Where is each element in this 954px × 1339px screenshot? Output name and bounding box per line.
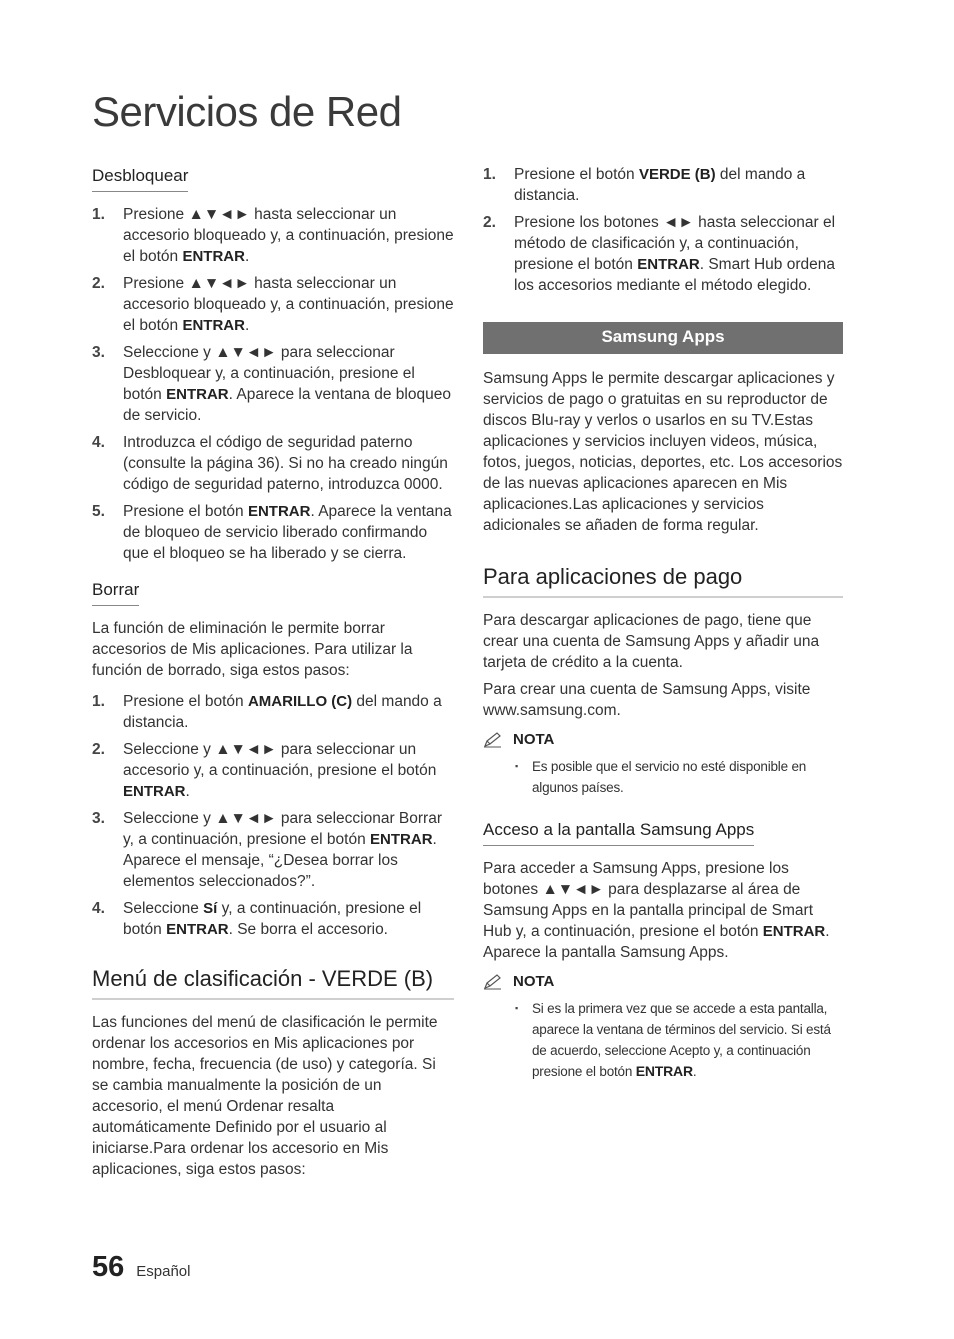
- arrows-icon: ▲▼◄►: [215, 741, 277, 758]
- list-item: 4. Introduzca el código de seguridad paterno (consulte la página 36). Si no ha creado ningún código de seguridad paterno, introduzca 0000.: [92, 434, 448, 493]
- arrows-icon: ▲▼◄►: [215, 810, 277, 827]
- arrows-icon: ▲▼◄►: [188, 206, 250, 223]
- menu-steps: [483, 164, 843, 296]
- samsung-apps-heading: Samsung Apps: [483, 322, 843, 354]
- pago-heading: Para aplicaciones de pago: [483, 564, 843, 598]
- arrows-icon: ▲▼◄►: [188, 275, 250, 292]
- nota-label: NOTA: [483, 731, 843, 748]
- page-title: Servicios de Red: [92, 88, 402, 135]
- pencil-icon: [483, 732, 503, 748]
- pencil-icon: [483, 974, 503, 990]
- list-item: 2. Presione los botones ◄► hasta seleccionar el método de clasificación y, a continuación, presione el botón ENTRAR. Smart Hub ordena los accesorios mediante el método elegido.: [483, 214, 836, 294]
- list-item: 1. Presione el botón VERDE (B) del mando a distancia.: [483, 166, 806, 204]
- right-column: [483, 164, 843, 1094]
- arrows-icon: ◄►: [663, 214, 694, 231]
- list-item: 3. Seleccione y ▲▼◄► para seleccionar Desbloquear y, a continuación, presione el botón ENTRAR. Aparece la ventana de bloqueo de servicio.: [92, 344, 451, 424]
- list-item: ▪ Es posible que el servicio no esté disponible en algunos países.: [515, 756, 843, 798]
- arrows-icon: ▲▼◄►: [542, 881, 604, 898]
- list-item: 3. Seleccione y ▲▼◄► para seleccionar Borrar y, a continuación, presione el botón ENTRAR. Aparece el mensaje, “¿Desea borrar los elementos seleccionados?”.: [92, 810, 442, 890]
- acceso-body: Para acceder a Samsung Apps, presione los botones ▲▼◄► para desplazarse al área de Samsung Apps en la pantalla principal de Smart Hub y, a continuación, presione el botón ENTRAR. Aparece la pantalla Samsung Apps.: [483, 860, 830, 961]
- borrar-steps: [92, 691, 454, 940]
- left-column: [92, 160, 454, 1186]
- desbloquear-steps: [92, 204, 454, 564]
- samsung-apps-body: Samsung Apps le permite descargar aplicaciones y servicios de pago o gratuitas en su reproductor de discos Blu-ray y verlos o usarlos en su TV.Estas aplicaciones y servicios incluyen videos, música, fotos, juegos, noticias, deportes, etc. Los accesorios de las nuevas aplicaciones aparecen en Mis aplicaciones.Las aplicaciones y servicios adicionales se añaden de forma regular.: [483, 370, 843, 534]
- list-item: 2. Seleccione y ▲▼◄► para seleccionar un accesorio y, a continuación, presione el botón ENTRAR.: [92, 741, 437, 800]
- pago-p2: Para crear una cuenta de Samsung Apps, visite www.samsung.com.: [483, 681, 811, 719]
- list-item: 4. Seleccione Sí y, a continuación, presione el botón ENTRAR. Se borra el accesorio.: [92, 900, 422, 938]
- menu-heading: Menú de clasificación - VERDE (B): [92, 966, 454, 1000]
- page-number: 56: [92, 1251, 125, 1283]
- arrows-icon: ▲▼◄►: [215, 344, 277, 361]
- list-item: 1. Presione ▲▼◄► hasta seleccionar un accesorio bloqueado y, a continuación, presione el botón ENTRAR.: [92, 206, 454, 265]
- language-label: Español: [136, 1263, 191, 1280]
- acceso-heading: Acceso a la pantalla Samsung Apps: [483, 820, 754, 846]
- list-item: 2. Presione ▲▼◄► hasta seleccionar un accesorio bloqueado y, a continuación, presione el botón ENTRAR.: [92, 275, 454, 334]
- list-item: 5. Presione el botón ENTRAR. Aparece la ventana de bloqueo de servicio liberado confirmando que el bloqueo se ha liberado y se cierra.: [92, 503, 452, 562]
- borrar-intro: La función de eliminación le permite borrar accesorios de Mis aplicaciones. Para utilizar la función de borrado, siga estos pasos:: [92, 620, 413, 679]
- acceso-notes: [483, 998, 843, 1082]
- list-item: ▪ Si es la primera vez que se accede a esta pantalla, aparece la ventana de términos del servicio. Si está de acuerdo, seleccione Acepto y, a continuación presione el botón ENTRAR.: [515, 998, 843, 1082]
- page-footer: [92, 1251, 190, 1284]
- pago-p1: Para descargar aplicaciones de pago, tiene que crear una cuenta de Samsung Apps y añadir una tarjeta de crédito a la cuenta.: [483, 612, 820, 671]
- borrar-heading: Borrar: [92, 580, 139, 606]
- desbloquear-heading: Desbloquear: [92, 166, 188, 192]
- nota-label: NOTA: [483, 973, 843, 990]
- menu-body: Las funciones del menú de clasificación le permite ordenar los accesorios en Mis aplicaciones por nombre, fecha, frecuencia (de uso) y categoría. Si se cambia manualmente la posición de un accesorio, el menú Ordenar resalta automáticamente Definido por el usuario al iniciarse.Para ordenar los accesorio en Mis aplicaciones, siga estos pasos:: [92, 1014, 438, 1178]
- pago-notes: [483, 756, 843, 798]
- list-item: 1. Presione el botón AMARILLO (C) del mando a distancia.: [92, 693, 442, 731]
